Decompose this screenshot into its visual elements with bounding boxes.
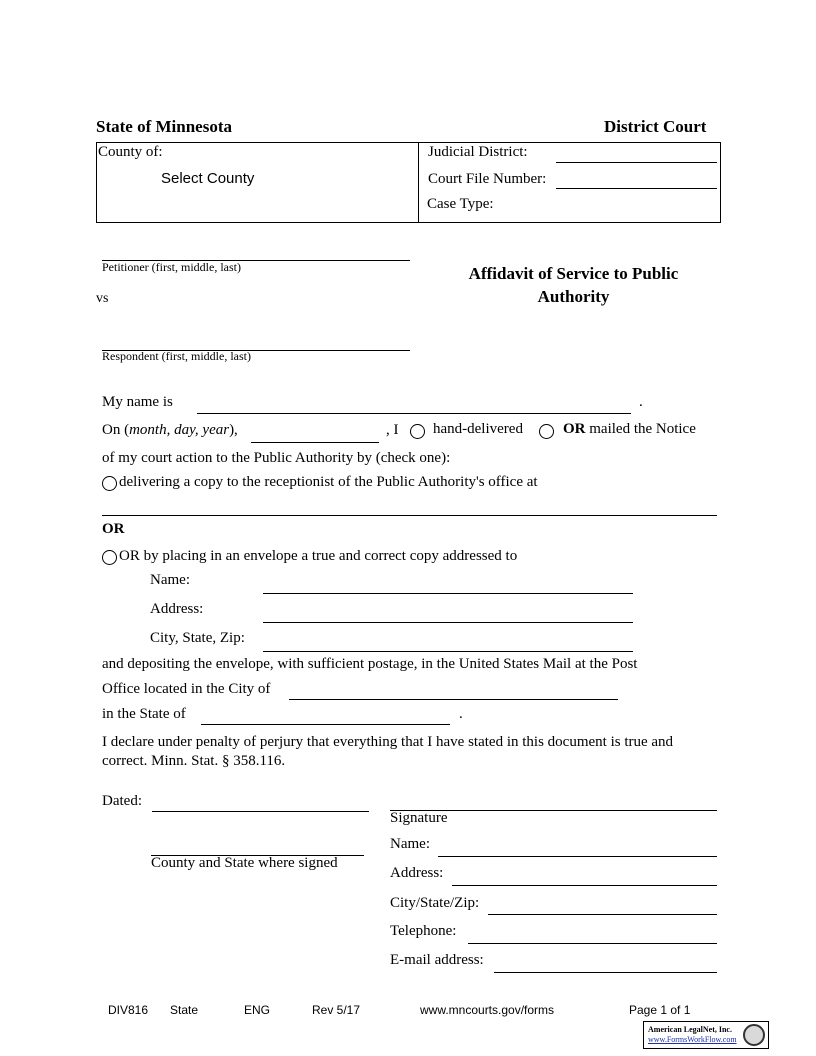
court-file-number-label: Court File Number: <box>428 171 547 187</box>
county-state-label: County and State where signed <box>151 855 338 871</box>
period: . <box>639 394 643 410</box>
addressee-address-field[interactable] <box>263 622 633 623</box>
footer-url: www.mncourts.gov/forms <box>420 1003 555 1017</box>
mailed-notice-text: mailed the Notice <box>589 421 696 437</box>
service-date-field[interactable] <box>251 442 379 443</box>
logo-url: www.FormsWorkFlow.com <box>648 1035 737 1044</box>
receptionist-address-field[interactable] <box>102 515 717 516</box>
hand-delivered-radio[interactable] <box>410 424 425 439</box>
county-select[interactable]: Select County <box>161 170 255 187</box>
judicial-district-field[interactable] <box>556 162 717 163</box>
declaration-line1: I declare under penalty of perjury that everything that I have stated in this document is true and <box>102 734 674 750</box>
addressee-city-field[interactable] <box>263 651 633 652</box>
case-box-divider <box>418 142 419 223</box>
footer-form-id: DIV816 <box>108 1003 149 1017</box>
dated-label: Dated: <box>102 793 142 809</box>
mailed-option-label <box>563 421 696 438</box>
addressee-name-field[interactable] <box>263 593 633 594</box>
addressee-city-label: City, State, Zip: <box>150 630 245 646</box>
office-city-field[interactable] <box>289 699 618 700</box>
state-heading: State of Minnesota <box>96 117 232 136</box>
signer-city-field[interactable] <box>488 914 717 915</box>
signer-telephone-label: Telephone: <box>390 923 457 939</box>
signer-email-label: E-mail address: <box>390 952 484 968</box>
document-title-line1: Affidavit of Service to Public <box>468 264 679 283</box>
footer-revision: Rev 5/17 <box>312 1003 361 1017</box>
delivering-label: delivering a copy to the receptionist of the Public Authority's office at <box>119 474 538 490</box>
signer-city-label: City/State/Zip: <box>390 895 480 911</box>
petitioner-label: Petitioner (first, middle, last) <box>102 260 241 274</box>
on-date-label <box>102 422 238 439</box>
case-type-label: Case Type: <box>427 196 494 212</box>
judicial-district-label: Judicial District: <box>428 144 528 160</box>
american-legalnet-logo[interactable] <box>643 1021 769 1049</box>
period-2: . <box>459 706 463 722</box>
declaration-line2: correct. Minn. Stat. § 358.116. <box>102 753 286 769</box>
my-name-field[interactable] <box>197 413 631 414</box>
court-file-number-field[interactable] <box>556 188 717 189</box>
mailed-radio[interactable] <box>539 424 554 439</box>
signer-email-field[interactable] <box>494 972 717 973</box>
on-prefix: On ( <box>102 422 130 438</box>
delivering-radio[interactable] <box>102 476 117 491</box>
footer-page-number: Page 1 of 1 <box>629 1003 691 1017</box>
envelope-label: OR by placing in an envelope a true and correct copy addressed to <box>119 548 518 564</box>
signature-label: Signature <box>390 810 448 826</box>
signer-address-field[interactable] <box>452 885 717 886</box>
addressee-address-label: Address: <box>150 601 204 617</box>
document-title-line2: Authority <box>537 287 610 306</box>
court-action-text: of my court action to the Public Authority by (check one): <box>102 450 451 466</box>
footer-language: ENG <box>244 1003 271 1017</box>
dated-field[interactable] <box>152 811 369 812</box>
signer-name-label: Name: <box>390 836 430 852</box>
signer-telephone-field[interactable] <box>468 943 717 944</box>
vs-label: vs <box>96 291 109 306</box>
in-state-label: in the State of <box>102 706 186 722</box>
office-city-label: Office located in the City of <box>102 681 271 697</box>
logo-emblem-icon <box>743 1024 765 1046</box>
respondent-label: Respondent (first, middle, last) <box>102 349 251 363</box>
signer-name-field[interactable] <box>438 856 717 857</box>
or-bold-text: OR <box>563 421 586 437</box>
footer-state: State <box>170 1003 199 1017</box>
addressee-name-label: Name: <box>150 572 190 588</box>
hand-delivered-label: hand-delivered <box>433 421 523 437</box>
court-heading: District Court <box>604 117 707 136</box>
comma-i-text: , I <box>386 422 399 438</box>
or-heading: OR <box>102 521 125 537</box>
office-state-field[interactable] <box>201 724 450 725</box>
my-name-label: My name is <box>102 394 173 410</box>
county-label: County of: <box>98 144 163 160</box>
depositing-text: and depositing the envelope, with sufficient postage, in the United States Mail at the Post <box>102 656 638 672</box>
on-italic: month, day, year <box>129 422 230 438</box>
on-suffix: ), <box>229 422 238 438</box>
logo-company-name: American LegalNet, Inc. <box>648 1025 732 1034</box>
envelope-radio[interactable] <box>102 550 117 565</box>
signer-address-label: Address: <box>390 865 444 881</box>
